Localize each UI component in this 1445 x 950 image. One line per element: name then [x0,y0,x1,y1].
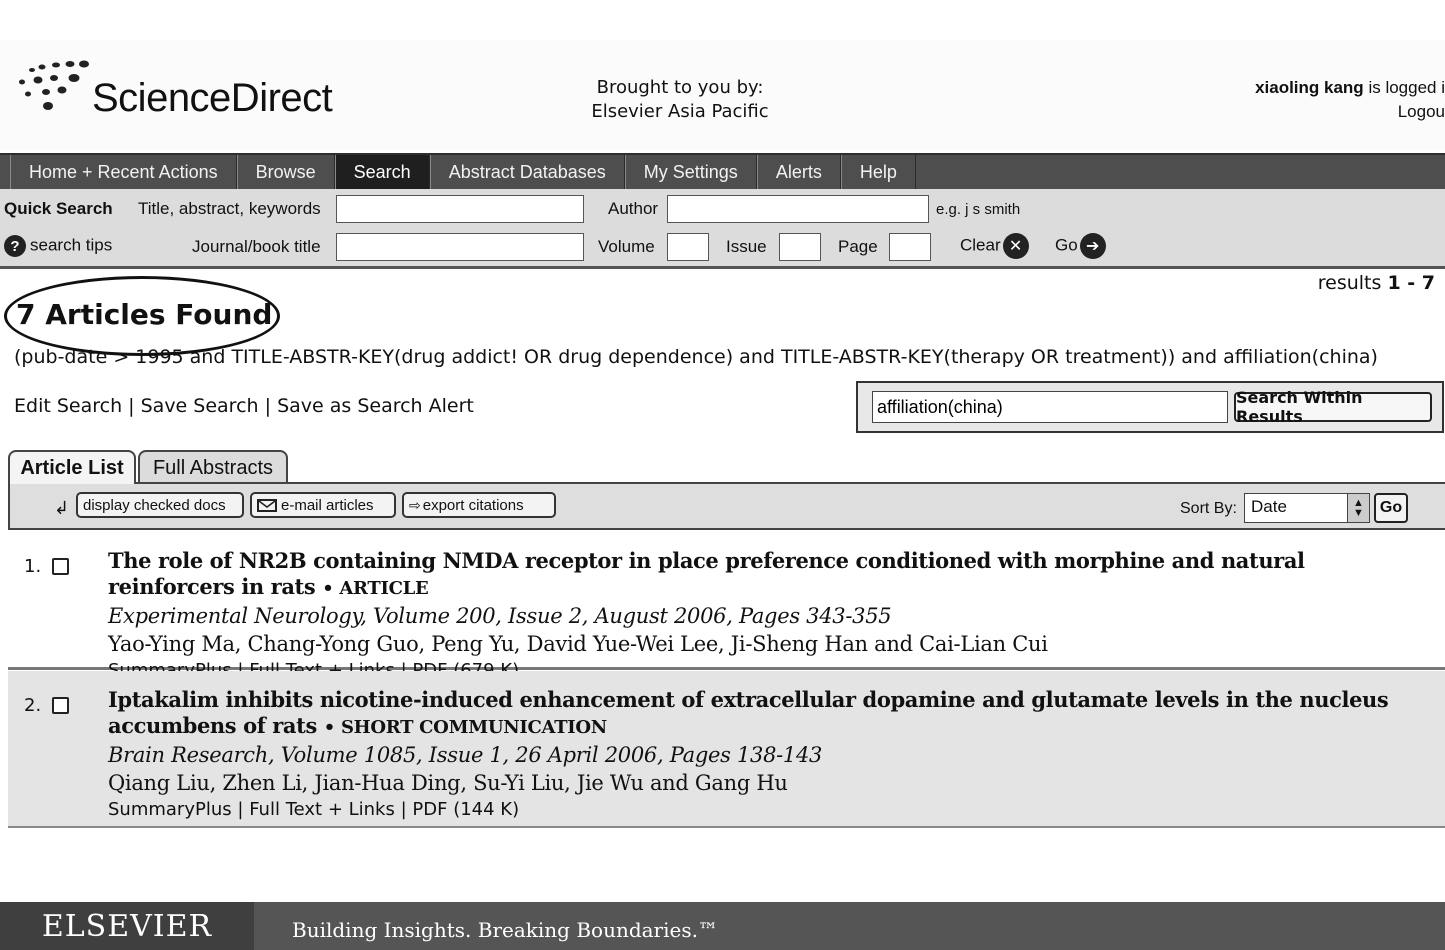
author-input[interactable] [667,195,929,223]
sort-by-value: Date [1251,497,1287,516]
result-links [108,797,1425,823]
export-citations-label: export citations [422,496,524,514]
clear-label: Clear [960,235,1001,255]
display-checked-button[interactable]: display checked docs [76,492,244,518]
logo-text: ScienceDirect [92,76,333,120]
search-within-button[interactable]: Search Within Results [1234,392,1432,422]
result-number: 2. [24,695,42,716]
export-icon: ⇨ [409,496,421,513]
go-label: Go [1055,235,1078,255]
result-title[interactable] [108,687,1425,741]
result-source: Experimental Neurology, Volume 200, Issue 2, August 2006, Pages 343-355 [108,604,892,628]
separator: | [264,395,272,417]
help-icon: ? [4,235,26,257]
page-header [0,40,1445,150]
result-title-text[interactable]: The role of NR2B containing NMDA receptor in place preference conditioned with morphine and natural reinforcers in rats [108,548,1305,599]
page-footer [0,902,1445,950]
nav-tab-browse[interactable]: Browse [237,155,335,189]
full-text-link[interactable]: Full Text + Links [249,799,395,820]
journal-label: Journal/book title [192,237,321,256]
results-range [1318,272,1435,294]
user-status [1225,76,1445,124]
search-tips-label: search tips [30,235,113,255]
articles-found-heading [4,276,280,356]
envelope-icon [257,499,277,512]
user-name: xiaoling kang [1255,78,1364,97]
results-toolbar [8,482,1445,530]
go-button[interactable] [1055,233,1106,259]
nav-tab-alerts[interactable]: Alerts [757,155,841,189]
volume-input[interactable] [667,233,709,261]
results-prefix: results [1317,272,1382,294]
clear-x-icon: ✕ [1003,233,1029,259]
summary-plus-link[interactable]: SummaryPlus [108,799,232,820]
tab-article-list[interactable]: Article List [8,450,136,484]
go-arrow-icon: ➔ [1080,233,1106,259]
sort-go-button[interactable]: Go [1374,493,1408,523]
result-item [8,671,1445,828]
search-within-input[interactable] [872,391,1228,423]
issue-input[interactable] [779,233,821,261]
search-actions [14,395,474,417]
elsevier-logo[interactable]: ELSEVIER [0,902,254,950]
result-type: • ARTICLE [322,578,429,599]
tab-full-abstracts[interactable]: Full Abstracts [138,450,288,484]
result-authors: Yao-Ying Ma, Chang-Yong Guo, Peng Yu, David Yue-Wei Lee, Ji-Sheng Han and Cai-Lian Cui [108,632,1048,656]
keywords-input[interactable] [336,195,584,223]
separator: | [400,799,407,820]
brought-line2: Elsevier Asia Pacific [591,101,769,122]
nav-tab-abstract-databases[interactable]: Abstract Databases [430,155,625,189]
clear-button[interactable] [960,233,1029,259]
main-nav [0,153,1445,189]
logout-link[interactable]: Logou [1397,102,1445,121]
result-item [8,536,1445,670]
journal-input[interactable] [336,233,584,261]
author-label: Author [608,199,659,218]
result-title-text[interactable]: Iptakalim inhibits nicotine-induced enhancement of extracellular dopamine and glutamate levels in the nucleus accumbens of rats [108,687,1389,738]
result-source: Brain Research, Volume 1085, Issue 1, 26 April 2006, Pages 138-143 [108,743,823,767]
corner-arrow-icon: ↲ [54,498,70,518]
page-label: Page [838,237,878,256]
nav-tab-help[interactable]: Help [841,155,916,189]
quick-search-title: Quick Search [4,199,113,218]
quick-search-panel [0,189,1445,269]
email-articles-button[interactable] [250,492,396,518]
nav-tab-search[interactable]: Search [335,155,430,189]
email-articles-label: e-mail articles [281,496,374,514]
result-number: 1. [24,556,42,577]
select-arrows-icon: ▲ ▼ [1347,494,1369,522]
results-range-value: 1 - 7 [1387,272,1435,294]
volume-label: Volume [598,237,655,256]
logged-in-text: is logged i [1368,78,1445,97]
save-alert-link[interactable]: Save as Search Alert [277,395,474,417]
nav-tab-my-settings[interactable]: My Settings [625,155,757,189]
keywords-label: Title, abstract, keywords [138,199,321,218]
result-type: • SHORT COMMUNICATION [323,717,607,738]
brought-line1: Brought to you by: [596,77,764,98]
edit-search-link[interactable]: Edit Search [14,395,123,417]
result-checkbox[interactable] [52,697,69,714]
logo-dots-icon [12,58,102,118]
author-example: e.g. j s smith [936,201,1021,218]
separator: | [237,799,244,820]
pdf-link[interactable]: PDF (144 K) [412,799,520,820]
save-search-link[interactable]: Save Search [140,395,259,417]
result-checkbox[interactable] [52,558,69,575]
sort-by-select[interactable] [1244,493,1370,523]
articles-found-text: 7 Articles Found [16,298,273,331]
search-query: (pub-date > 1995 and TITLE-ABSTR-KEY(drug addict! OR drug dependence) and TITLE-ABSTR-KEY(therapy OR treatment)) and affiliation(china) [14,346,1378,368]
sciencedirect-logo[interactable] [12,58,342,128]
result-title[interactable] [108,548,1425,602]
separator: | [128,395,135,417]
result-authors: Qiang Liu, Zhen Li, Jian-Hua Ding, Su-Yi Liu, Jie Wu and Gang Hu [108,771,788,795]
footer-tagline: Building Insights. Breaking Boundaries.™ [292,918,718,942]
issue-label: Issue [726,237,767,256]
search-within-panel [856,381,1444,433]
sort-by-label: Sort By: [1180,500,1237,517]
export-citations-button[interactable] [402,492,556,518]
page-input[interactable] [889,233,931,261]
nav-tab-home[interactable]: Home + Recent Actions [10,155,237,189]
brought-to-you-by [580,76,780,124]
search-tips-link[interactable] [4,235,112,257]
